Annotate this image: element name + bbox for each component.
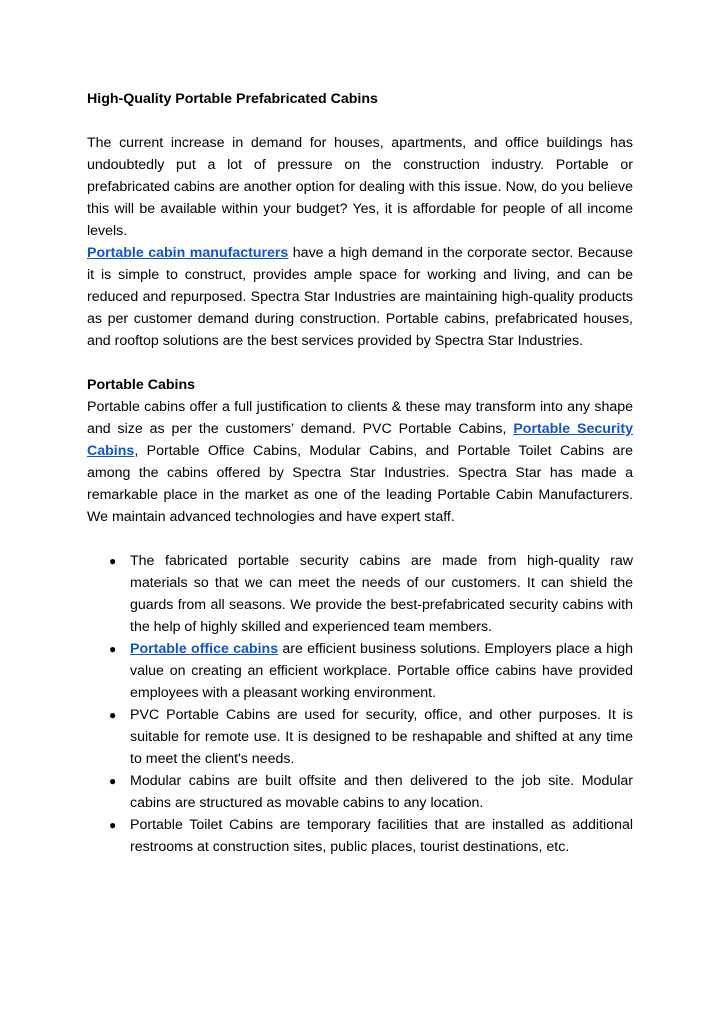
section-heading: Portable Cabins	[87, 377, 196, 393]
portable-office-cabins-link[interactable]: Portable office cabins	[130, 641, 279, 657]
bullet-icon: ●	[109, 554, 117, 568]
list-item	[87, 814, 633, 858]
document-title: High-Quality Portable Prefabricated Cabins	[87, 91, 378, 107]
list-item	[87, 770, 633, 814]
portable-cabins-text-end: , Portable Office Cabins, Modular Cabins, and Portable Toilet Cabins are among the cabins offered by Spectra Star Industries. Spectra Star has made a remarkable place in the market as one of the leading Portable Cabin Manufacturers. We maintain advanced technologies and have expert staff.	[87, 443, 633, 525]
spacer	[87, 352, 633, 374]
list-item-text: Modular cabins are built offsite and then delivered to the job site. Modular cabins are structured as movable cabins to any location.	[130, 773, 633, 811]
cabin-types-list	[87, 550, 633, 858]
manufacturers-paragraph-text: have a high demand in the corporate sector. Because it is simple to construct, provides ample space for working and living, and can be reduced and repurposed. Spectra Star Industries are maintaining high-quality products as per customer demand during construction. Portable cabins, prefabricated houses, and rooftop solutions are the best services provided by Spectra Star Industries.	[87, 245, 634, 349]
spacer	[87, 110, 633, 132]
list-item	[87, 550, 633, 638]
portable-security-cabins-link[interactable]: Portable Security Cabins	[87, 421, 633, 459]
portable-cabin-manufacturers-link[interactable]: Portable cabin manufacturers	[87, 245, 289, 261]
list-item-text: are efficient business solutions. Employers place a high value on creating an efficient workplace. Portable office cabins have provided employees with a pleasant working environment.	[130, 641, 633, 701]
manufacturers-paragraph	[87, 242, 633, 352]
list-item	[87, 638, 633, 704]
bullet-icon: ●	[109, 774, 117, 788]
portable-cabins-text-start: Portable cabins offer a full justification to clients & these may transform into any shape and size as per the customers’ demand. PVC Portable Cabins,	[87, 399, 633, 437]
list-item	[87, 704, 633, 770]
list-item-text: PVC Portable Cabins are used for security, office, and other purposes. It is suitable for remote use. It is designed to be reshapable and shifted at any time to meet the client's needs.	[130, 707, 633, 767]
intro-paragraph: The current increase in demand for houses, apartments, and office buildings has undoubtedly put a lot of pressure on the construction industry. Portable or prefabricated cabins are another option for dealing with this issue. Now, do you believe this will be available within your budget? Yes, it is affordable for people of all income levels.	[87, 135, 633, 239]
list-item-text: The fabricated portable security cabins are made from high-quality raw materials so that we can meet the needs of our customers. It can shield the guards from all seasons. We provide the best-prefabricated security cabins with the help of highly skilled and experienced team members.	[130, 553, 633, 635]
portable-cabins-paragraph	[87, 396, 633, 528]
document-page	[87, 88, 633, 858]
bullet-icon: ●	[109, 642, 117, 656]
list-item-text: Portable Toilet Cabins are temporary facilities that are installed as additional restrooms at construction sites, public places, tourist destinations, etc.	[130, 817, 633, 855]
bullet-icon: ●	[109, 708, 117, 722]
bullet-icon: ●	[109, 818, 117, 832]
spacer	[87, 528, 633, 550]
